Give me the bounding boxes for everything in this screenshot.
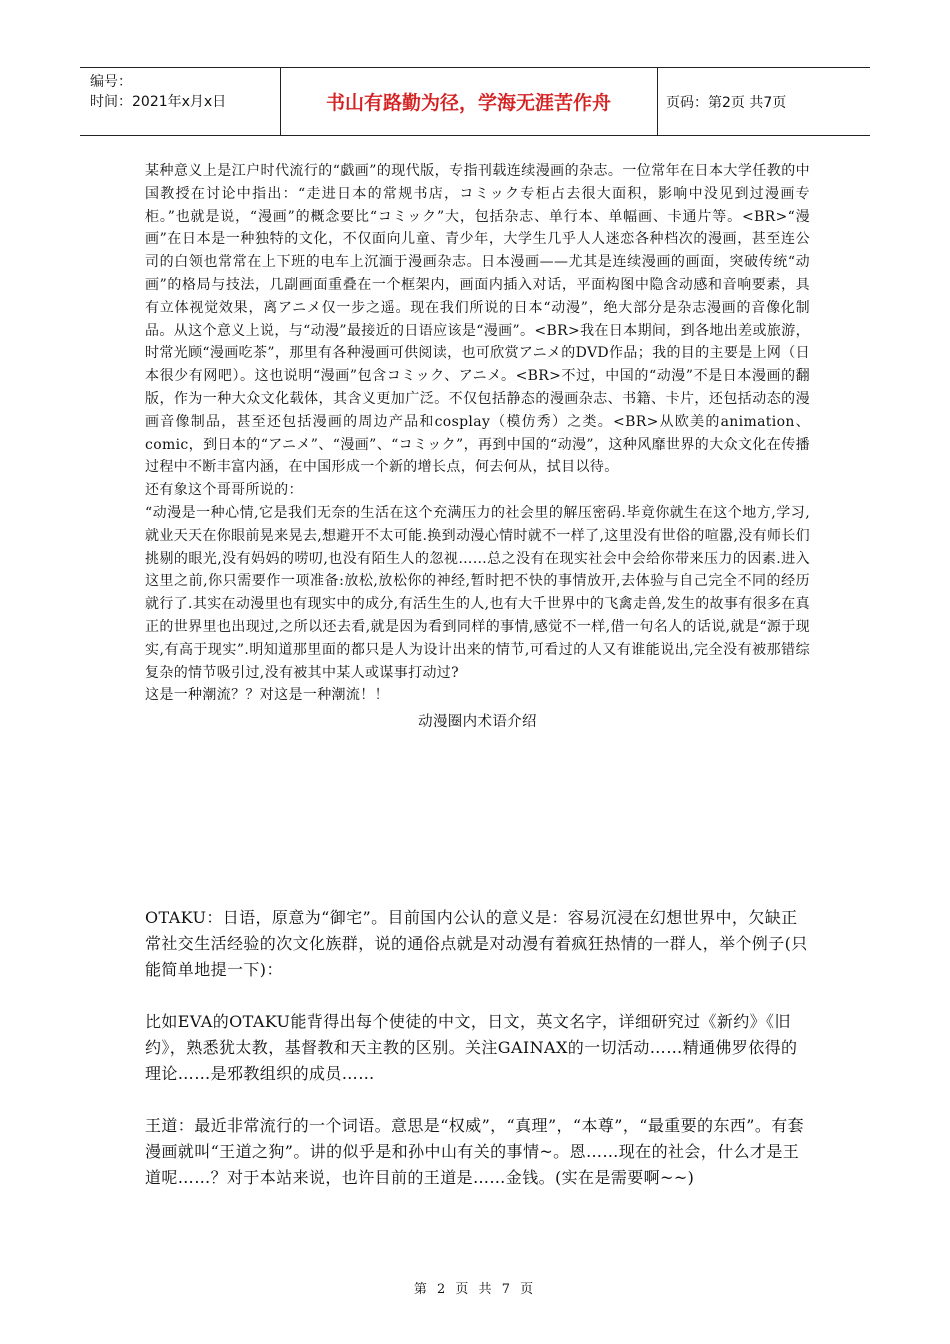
article-paragraph: 这是一种潮流？？对这是一种潮流！！ bbox=[145, 687, 389, 704]
term-paragraph: 比如EVA的OTAKU能背得出每个使徒的中文，日文，英文名字，详细研究过《新约》《旧约》，熟悉犹太教，基督教和天主教的区别。关注GAINAX的一切活动……精通佛罗依得的理论……是邪教组织的成员…… bbox=[145, 1012, 798, 1083]
header-page-info: 页码：第2页 共7页 bbox=[666, 94, 787, 111]
terms-section bbox=[145, 905, 810, 1217]
term-paragraph: 王道：最近非常流行的一个词语。意思是“权威”，“真理”，“本尊”，“最重要的东西”。有套漫画就叫“王道之狗”。讲的似乎是和孙中山有关的事情~。恩……现在的社会，什么才是王道呢……？对于本站来说，也许目前的王道是……金钱。(实在是需要啊~~) bbox=[145, 1116, 805, 1187]
quote-paragraph: “动漫是一种心情,它是我们无奈的生活在这个充满压力的社会里的解压密码.毕竟你就生在这个地方,学习,就业天天在你眼前晃来晃去,想避开不太可能.换到动漫心情时就不一样了,这里没有世俗的喧嚣,没有师长们挑剔的眼光,没有妈妈的唠叨,也没有陌生人的忽视……总之没有在现实社会中会给你带来压力的因素.进入这里之前,你只需要作一项准备:放松,放松你的神经,暂时把不快的事情放开,去体验与自己完全不同的经历就行了.其实在动漫里也有现实中的成分,有活生生的人,也有大千世界中的飞禽走兽,发生的故事有很多在真正的世界里也出现过,之所以还去看,就是因为看到同样的事情,感觉不一样,借一句名人的话说,就是“源于现实,有高于现实”.明知道那里面的都只是人为设计出来的情节,可看过的人又有谁能说出,完全没有被那错综复杂的情节吸引过,没有被其中某人或谋事打动过? bbox=[145, 504, 810, 681]
article-paragraph: 还有象这个哥哥所说的： bbox=[145, 482, 303, 499]
number-label: 编号： bbox=[90, 74, 132, 90]
article-paragraph: 某种意义上是江户时代流行的“戯画”的现代版，专指刊载连续漫画的杂志。一位常年在日本大学任教的中国教授在讨论中指出：“走进日本的常规书店，コミック专柜占去很大面积，影响中没见到过漫画专柜。”也就是说，“漫画”的概念要比“コミック”大，包括杂志、单行本、单幅画、卡通片等。<BR>“漫画”在日本是一种独特的文化，不仅面向儿童、青少年，大学生几乎人人迷恋各种档次的漫画，甚至连公司的白领也常常在上下班的电车上沉湎于漫画杂志。日本漫画——尤其是连续漫画的画面，突破传统“动画”的格局与技法，几副画面重叠在一个框架内，画面内插入对话，平面构图中隐含动感和音响要素，具有立体视觉效果，离アニメ仅一步之遥。现在我们所说的日本“动漫”，绝大部分是杂志漫画的音像化制品。从这个意义上说，与“动漫”最接近的日语应该是“漫画”。<BR>我在日本期间，到各地出差或旅游，时常光顾“漫画吃茶”，那里有各种漫画可供阅读，也可欣赏アニメ的DVD作品；我的目的主要是上网（日本很少有网吧）。这也说明“漫画”包含コミック、アニメ。<BR>不过，中国的“动漫”不是日本漫画的翻版，作为一种大众文化载体，其含义更加广泛。不仅包括静态的漫画杂志、书籍、卡片，还包括动态的漫画音像制品，甚至还包括漫画的周边产品和cosplay（模仿秀）之类。<BR>从欧美的animation、comic，到日本的“アニメ”、“漫画”、“コミック”，再到中国的“动漫”，这种风靡世界的大众文化在传播过程中不断丰富内涵，在中国形成一个新的增长点，何去何从，拭目以待。 bbox=[145, 163, 810, 476]
header-motto: 书山有路勤为径，学海无涯苦作舟 bbox=[325, 92, 611, 114]
page-header bbox=[80, 67, 870, 136]
time-label: 时间：2021年x月x日 bbox=[90, 94, 227, 110]
section-title: 动漫圈内术语介绍 bbox=[418, 714, 537, 731]
term-paragraph: OTAKU：日语，原意为“御宅”。目前国内公认的意义是：容易沉浸在幻想世界中，欠缺正常社交生活经验的次文化族群，说的通俗点就是对动漫有着疯狂热情的一群人，举个例子(只能简单地提一下)： bbox=[145, 908, 808, 979]
page-footer: 第 2 页 共 7 页 bbox=[413, 1282, 537, 1297]
header-meta bbox=[90, 72, 226, 112]
article-body bbox=[145, 160, 810, 734]
